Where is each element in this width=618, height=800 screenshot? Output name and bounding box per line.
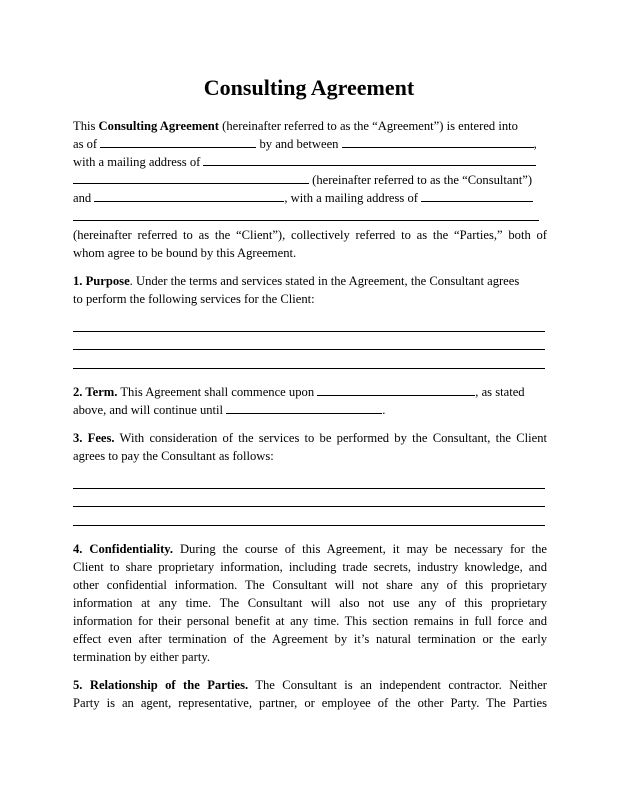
section-4-line-6: effect even after termination of the Agreement by it’s natural termination or the early	[73, 632, 547, 646]
fees-blank-line[interactable]	[73, 488, 545, 489]
services-blank-line[interactable]	[73, 331, 545, 332]
intro-text: with a mailing address of	[73, 155, 201, 169]
section-2-text: .	[382, 403, 386, 417]
consultant-name-blank[interactable]	[342, 135, 534, 148]
section-4-line-3: other confidential information. The Consultant will not share any of this proprietary	[73, 578, 547, 592]
intro-line-8: whom agree to be bound by this Agreement.	[73, 246, 297, 260]
section-4-line-7: termination by either party.	[73, 650, 210, 664]
section-4-line-1	[73, 540, 547, 558]
section-2-text: above, and will continue until	[73, 403, 224, 417]
section-3-heading: 3. Fees.	[73, 431, 115, 445]
section-2-text: This Agreement shall commence upon	[117, 385, 315, 399]
section-2-heading: 2. Term.	[73, 385, 118, 399]
section-5-line-2: Party is an agent, representative, partner, or employee of the other Party. The Parties	[73, 696, 547, 710]
client-address-blank-2[interactable]	[73, 220, 539, 221]
agreement-name: Consulting Agreement	[98, 119, 220, 133]
section-1-heading: 1. Purpose	[73, 274, 130, 288]
section-3-text: With consideration of the services to be performed by the Consultant, the Client	[114, 431, 547, 445]
fees-blank-line[interactable]	[73, 506, 545, 507]
section-1-text: . Under the terms and services stated in the Agreement, the Consultant agrees	[129, 274, 520, 288]
consultant-address-blank[interactable]	[203, 153, 536, 166]
end-date-blank[interactable]	[226, 401, 382, 414]
section-4-line-4: information at any time. The Consultant will also not use any of this proprietary	[73, 596, 547, 610]
document-title: Consulting Agreement	[203, 75, 415, 100]
section-2-line-2	[73, 401, 547, 419]
section-3-line-1	[73, 429, 547, 447]
section-2-text: , as stated	[475, 385, 525, 399]
intro-line-2	[73, 135, 547, 153]
intro-text: by and between	[259, 137, 339, 151]
intro-text: (hereinafter referred to as the “Agreement”) is entered into	[219, 119, 518, 133]
services-blank-line[interactable]	[73, 368, 545, 369]
intro-text: and	[73, 191, 92, 205]
services-blank-line[interactable]	[73, 349, 545, 350]
intro-text: This	[73, 119, 99, 133]
intro-line-5	[73, 189, 547, 207]
section-1-line-2: to perform the following services for the Client:	[73, 292, 315, 306]
intro-text: ,	[533, 137, 537, 151]
intro-line-1	[73, 117, 547, 135]
section-5-heading: 5. Relationship of the Parties.	[73, 678, 249, 692]
client-name-blank[interactable]	[94, 189, 284, 202]
section-5-text: The Consultant is an independent contractor. Neither	[248, 678, 547, 692]
section-1-line-1	[73, 272, 547, 290]
section-4-line-2: Client to share proprietary information, including trade secrets, industry knowledge, and	[73, 560, 547, 574]
section-5-line-1	[73, 676, 547, 694]
section-4-text: During the course of this Agreement, it may be necessary for the	[173, 542, 547, 556]
intro-text: (hereinafter referred to as the “Consultant”)	[312, 173, 533, 187]
section-2-line-1	[73, 383, 547, 401]
intro-line-4	[73, 171, 547, 189]
fees-blank-line[interactable]	[73, 525, 545, 526]
consultant-address-blank-2[interactable]	[73, 171, 309, 184]
intro-line-7: (hereinafter referred to as the “Client”), collectively referred to as the “Parties,” both of	[73, 228, 547, 242]
section-4-line-5: information for their personal benefit at any time. This section remains in full force and	[73, 614, 547, 628]
intro-line-3	[73, 153, 547, 171]
intro-text: , with a mailing address of	[284, 191, 418, 205]
start-date-blank[interactable]	[317, 383, 475, 396]
section-3-line-2: agrees to pay the Consultant as follows:	[73, 449, 274, 463]
client-address-blank[interactable]	[421, 189, 533, 202]
intro-text: as of	[73, 137, 98, 151]
section-4-heading: 4. Confidentiality.	[73, 542, 174, 556]
date-blank[interactable]	[100, 135, 256, 148]
